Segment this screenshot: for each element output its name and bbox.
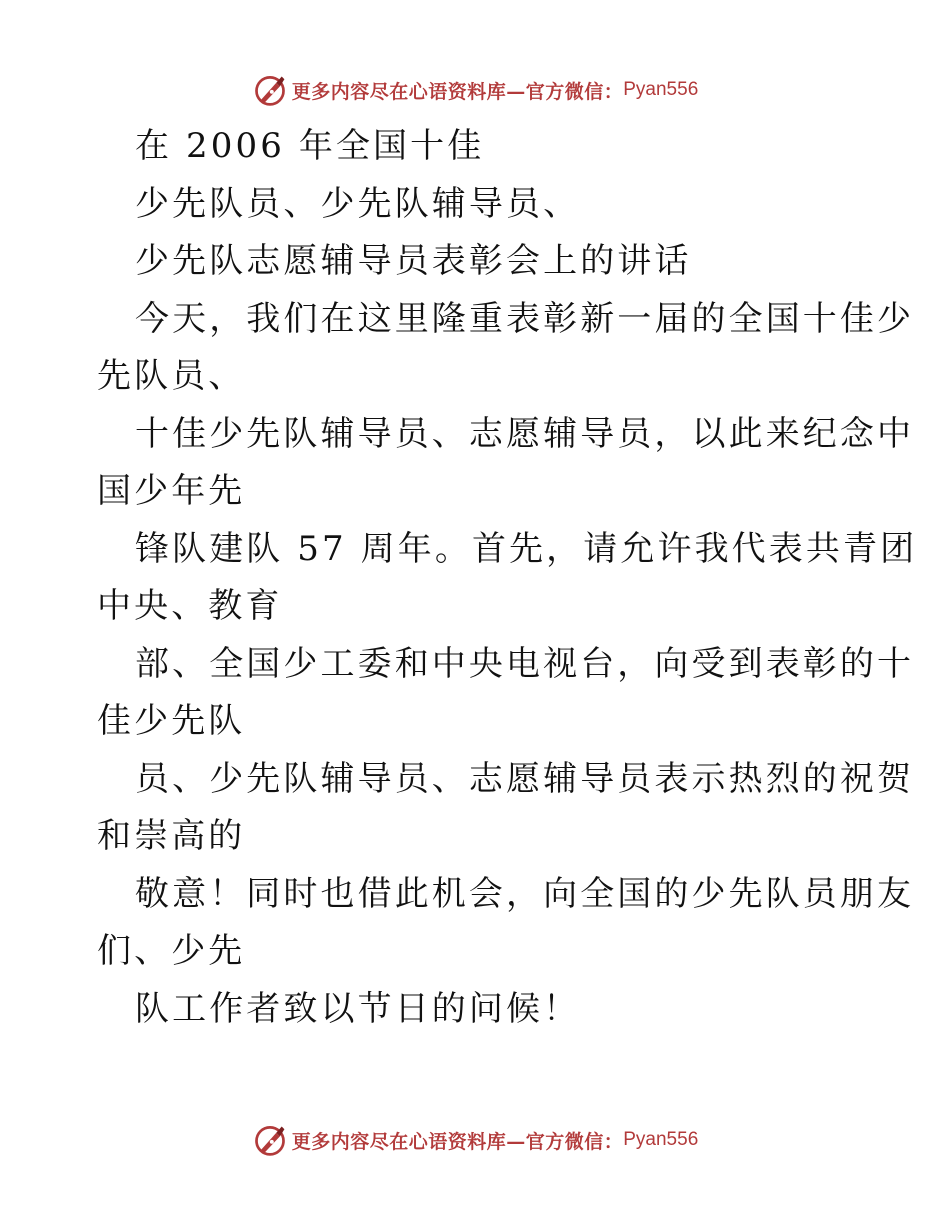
document-line: 佳少先队 [97,701,246,741]
document-line: 国少年先 [97,471,246,511]
pen-nib-logo-icon [252,72,288,108]
document-line: 和崇高的 [97,816,246,856]
document-line: 队工作者致以节日的问候！ [135,988,581,1029]
pen-nib-logo-icon [252,1122,288,1158]
document-line: 少先队员、少先队辅导员、 [135,183,581,224]
document-line: 今天，我们在这里隆重表彰新一届的全国十佳少 [135,298,915,339]
document-line: 锋队建队 57 周年。首先，请允许我代表共青团 [135,528,918,569]
header-banner-wechat-id: Pyan556 [623,79,699,100]
document-line: 员、少先队辅导员、志愿辅导员表示热烈的祝贺 [135,758,915,799]
document-line: 十佳少先队辅导员、志愿辅导员，以此来纪念中 [135,413,915,454]
footer-banner-wechat-id: Pyan556 [623,1129,699,1150]
header-banner [0,70,950,110]
document-line: 部、全国少工委和中央电视台，向受到表彰的十 [135,643,915,684]
document-line: 敬意！同时也借此机会，向全国的少先队员朋友 [135,873,915,914]
footer-banner [0,1120,950,1160]
document-line: 中央、教育 [97,586,283,626]
document-line: 少先队志愿辅导员表彰会上的讲话 [135,241,692,281]
header-banner-text: 更多内容尽在心语资料库—官方微信： [291,80,624,103]
document-line: 们、少先 [97,931,246,971]
document-line: 在 2006 年全国十佳 [135,126,485,166]
document-line: 先队员、 [97,356,246,396]
document-body [97,118,918,1038]
footer-banner-text: 更多内容尽在心语资料库—官方微信： [291,1130,624,1153]
